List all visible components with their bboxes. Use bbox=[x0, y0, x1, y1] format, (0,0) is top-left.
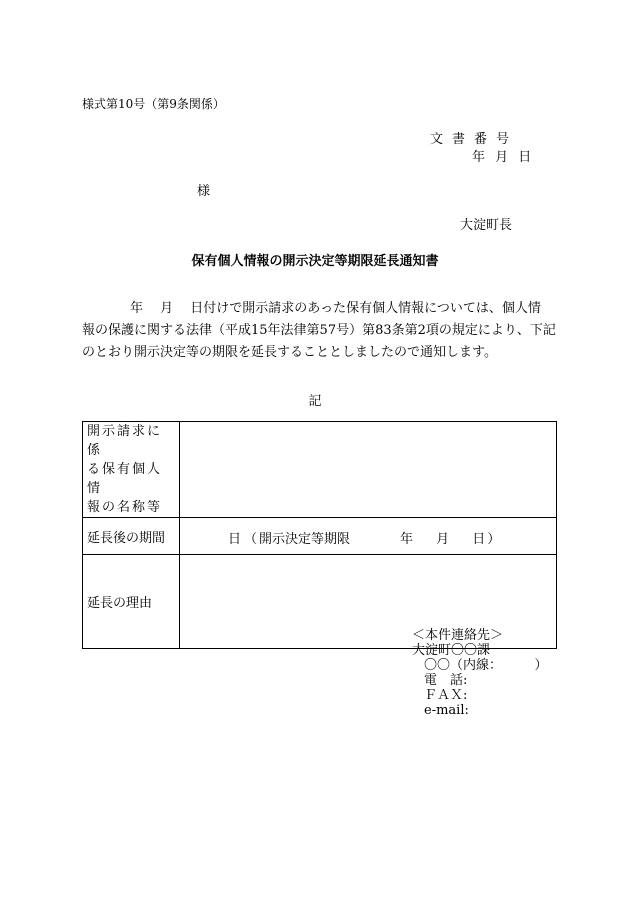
period-day-unit: 日 bbox=[228, 532, 242, 547]
contact-department: 大淀町〇〇課 bbox=[412, 643, 491, 658]
body-line-2: 報の保護に関する法律（平成15年法律第57号）第83条第2項の規定により、下記 bbox=[82, 323, 556, 338]
form-number: 様式第10号（第9条関係） bbox=[82, 97, 225, 111]
document-date: 年 月 日 bbox=[472, 150, 535, 165]
contact-person: 〇〇（内線： ） bbox=[424, 658, 548, 673]
notes-heading: 記 bbox=[308, 394, 322, 409]
document-number-label: 文書番号 bbox=[430, 132, 519, 147]
target-info-label-line-2: る保有個人情 bbox=[87, 462, 163, 496]
contact-block bbox=[412, 628, 548, 718]
contact-heading: ＜本件連絡先＞ bbox=[412, 628, 504, 643]
contact-phone: 電 話: bbox=[424, 673, 468, 688]
target-info-label bbox=[83, 422, 180, 518]
details-table bbox=[82, 421, 557, 649]
body-line-1: 年 月 日付けで開示請求のあった保有個人情報については、個人情 bbox=[130, 301, 541, 316]
period-deadline-label: 開示決定等期限 bbox=[259, 532, 351, 547]
contact-fax: ＦＡＸ: bbox=[424, 688, 468, 703]
body-line-3: のとおり開示決定等の期限を延長することとしましたので通知します。 bbox=[82, 345, 497, 360]
extended-period-label: 延長後の期間 bbox=[83, 518, 180, 555]
period-deadline-date: 年 月 日） bbox=[400, 532, 503, 547]
issuer-name: 大淀町長 bbox=[460, 218, 513, 233]
addressee-honorific: 様 bbox=[197, 184, 211, 199]
contact-email: e-mail: bbox=[424, 703, 469, 718]
extended-period-value bbox=[180, 518, 557, 555]
target-info-value bbox=[180, 422, 557, 518]
table-row bbox=[83, 422, 557, 518]
table-row bbox=[83, 518, 557, 555]
body-paragraph bbox=[82, 298, 557, 364]
target-info-label-line-3: 報の名称等 bbox=[87, 500, 163, 515]
period-paren-open: （ bbox=[244, 532, 258, 547]
extension-reason-label: 延長の理由 bbox=[83, 555, 180, 649]
document-title: 保有個人情報の開示決定等期限延長通知書 bbox=[191, 254, 439, 269]
target-info-label-line-1: 開示請求に係 bbox=[87, 424, 163, 458]
